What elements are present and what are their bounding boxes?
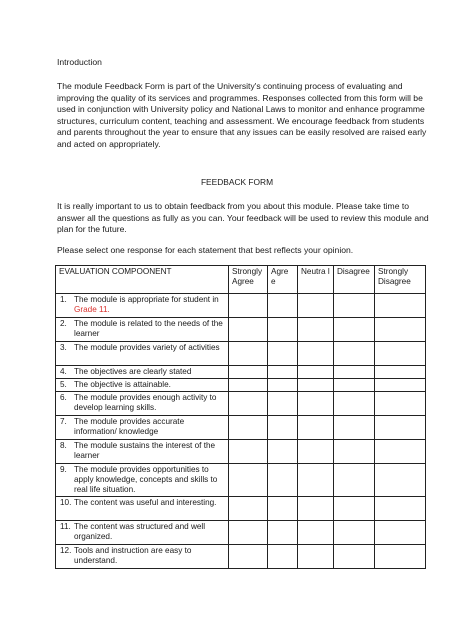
response-cell-strongly-agree[interactable] [229,379,268,392]
statement-text-wrap [74,417,224,437]
response-cell-neutral[interactable] [298,521,334,545]
table-row [56,294,426,318]
statement-text: The module provides accurate information/ knowledge [74,417,185,436]
response-cell-disagree[interactable] [334,318,375,342]
response-cell-neutral[interactable] [298,497,334,521]
statement-cell [56,464,229,497]
header-strongly-agree: Strongly Agree [229,266,268,294]
response-cell-agree[interactable] [268,416,298,440]
response-cell-strongly-agree[interactable] [229,294,268,318]
intro-paragraph: The module Feedback Form is part of the University's continuing process of evaluating and improving the quality of its services and programmes. Responses collected from this form will be used in conjunction with University policy and National Laws to monitor and enhance programme structures, curriculum content, teaching and assessment. We encourage feedback from students and parents throughout the year to ensure that any issues can be easily resolved are raised early and acted on appropriately. [57,81,427,149]
response-cell-strongly-disagree[interactable] [375,392,426,416]
table-row [56,392,426,416]
statement-text-wrap [74,546,224,566]
response-cell-disagree[interactable] [334,379,375,392]
response-cell-strongly-disagree[interactable] [375,497,426,521]
response-cell-strongly-disagree[interactable] [375,521,426,545]
response-cell-agree[interactable] [268,545,298,569]
response-cell-strongly-disagree[interactable] [375,464,426,497]
response-cell-disagree[interactable] [334,440,375,464]
statement-text: The content was useful and interesting. [74,498,217,507]
response-cell-strongly-agree[interactable] [229,440,268,464]
response-cell-agree[interactable] [268,440,298,464]
response-cell-neutral[interactable] [298,318,334,342]
statement-text-wrap [74,295,224,315]
response-cell-neutral[interactable] [298,342,334,366]
response-cell-neutral[interactable] [298,379,334,392]
select-instruction: Please select one response for each statement that best reflects your opinion. [57,245,354,255]
statement-text: The module provides opportunities to apply knowledge, concepts and skills to real life situation. [74,465,218,494]
response-cell-strongly-agree[interactable] [229,521,268,545]
statement-text-wrap [74,380,224,390]
statement-number: 8. [60,441,67,450]
statement-number: 4. [60,367,67,376]
response-cell-strongly-disagree[interactable] [375,318,426,342]
header-strongly-disagree: Strongly Disagree [375,266,426,294]
form-title: FEEDBACK FORM [200,177,274,187]
response-cell-neutral[interactable] [298,392,334,416]
header-evaluation-component: EVALUATION COMPOONENT [56,266,229,294]
response-cell-strongly-disagree[interactable] [375,545,426,569]
table-header-row [56,266,426,294]
response-cell-strongly-disagree[interactable] [375,379,426,392]
response-cell-strongly-agree[interactable] [229,545,268,569]
statement-text: The module is related to the needs of the learner [74,319,223,338]
response-cell-neutral[interactable] [298,416,334,440]
response-cell-strongly-agree[interactable] [229,464,268,497]
table-row [56,318,426,342]
statement-text-wrap [74,319,224,339]
response-cell-strongly-agree[interactable] [229,497,268,521]
statement-text-wrap [74,441,224,461]
statement-text-wrap [74,343,224,353]
response-cell-agree[interactable] [268,366,298,379]
statement-text-wrap [74,465,224,495]
table-row [56,464,426,497]
table-row [56,342,426,366]
response-cell-strongly-disagree[interactable] [375,366,426,379]
statement-number: 11. [60,522,71,531]
statement-cell [56,497,229,521]
response-cell-disagree[interactable] [334,294,375,318]
statement-cell [56,416,229,440]
response-cell-strongly-disagree[interactable] [375,416,426,440]
statement-number: 6. [60,393,67,402]
response-cell-agree[interactable] [268,318,298,342]
table-row [56,379,426,392]
table-row [56,545,426,569]
statement-number: 7. [60,417,67,426]
response-cell-disagree[interactable] [334,342,375,366]
statement-text: The module provides enough activity to develop learning skills. [74,393,217,412]
instructions-paragraph: It is really important to us to obtain feedback from you about this module. Please take time to answer all the questions as fully as you can. Your feedback will be used to review this module and plan for the future. [57,201,429,235]
response-cell-agree[interactable] [268,379,298,392]
statement-number: 10. [60,498,72,507]
response-cell-strongly-disagree[interactable] [375,294,426,318]
response-cell-disagree[interactable] [334,366,375,379]
table-row [56,521,426,545]
header-neutral: Neutra l [298,266,334,294]
statement-text: The module sustains the interest of the learner [74,441,216,460]
response-cell-strongly-agree[interactable] [229,416,268,440]
response-cell-disagree[interactable] [334,545,375,569]
table-row [56,497,426,521]
response-cell-disagree[interactable] [334,416,375,440]
header-disagree: Disagree [334,266,375,294]
response-cell-agree[interactable] [268,497,298,521]
statement-cell [56,342,229,366]
response-cell-strongly-agree[interactable] [229,366,268,379]
statement-cell [56,379,229,392]
response-cell-disagree[interactable] [334,521,375,545]
response-cell-agree[interactable] [268,392,298,416]
statement-text: The module provides variety of activities [74,343,220,352]
response-cell-neutral[interactable] [298,440,334,464]
table-row [56,366,426,379]
statement-cell [56,440,229,464]
response-cell-agree[interactable] [268,294,298,318]
grade-highlight: Grade 11. [74,305,110,314]
table-row [56,440,426,464]
header-agree: Agre e [268,266,298,294]
statement-cell [56,366,229,379]
statement-number: 12. [60,546,72,555]
statement-number: 3. [60,343,67,352]
statement-cell [56,294,229,318]
response-cell-neutral[interactable] [298,545,334,569]
response-cell-neutral[interactable] [298,294,334,318]
response-cell-strongly-disagree[interactable] [375,342,426,366]
statement-cell [56,318,229,342]
response-cell-disagree[interactable] [334,497,375,521]
statement-number: 5. [60,380,67,389]
statement-cell [56,392,229,416]
response-cell-agree[interactable] [268,464,298,497]
response-cell-disagree[interactable] [334,392,375,416]
response-cell-disagree[interactable] [334,464,375,497]
statement-text: The objectives are clearly stated [74,367,192,376]
evaluation-table [55,265,426,569]
statement-number: 1. [60,295,67,304]
statement-cell [56,521,229,545]
statement-number: 9. [60,465,67,474]
response-cell-agree[interactable] [268,521,298,545]
statement-text-wrap [74,393,224,413]
response-cell-neutral[interactable] [298,366,334,379]
response-cell-strongly-agree[interactable] [229,318,268,342]
response-cell-strongly-agree[interactable] [229,392,268,416]
response-cell-strongly-disagree[interactable] [375,440,426,464]
statement-text-wrap [74,367,224,377]
response-cell-agree[interactable] [268,342,298,366]
statement-text-wrap [74,498,224,508]
statement-number: 2. [60,319,67,328]
response-cell-neutral[interactable] [298,464,334,497]
statement-cell [56,545,229,569]
table-row [56,416,426,440]
statement-text: The objective is attainable. [74,380,171,389]
statement-text: Tools and instruction are easy to understand. [74,546,192,565]
intro-heading: Introduction [57,57,102,67]
response-cell-strongly-agree[interactable] [229,342,268,366]
statement-text: The content was structured and well organized. [74,522,206,541]
statement-text: The module is appropriate for student in [74,295,219,304]
statement-text-wrap [74,522,224,542]
